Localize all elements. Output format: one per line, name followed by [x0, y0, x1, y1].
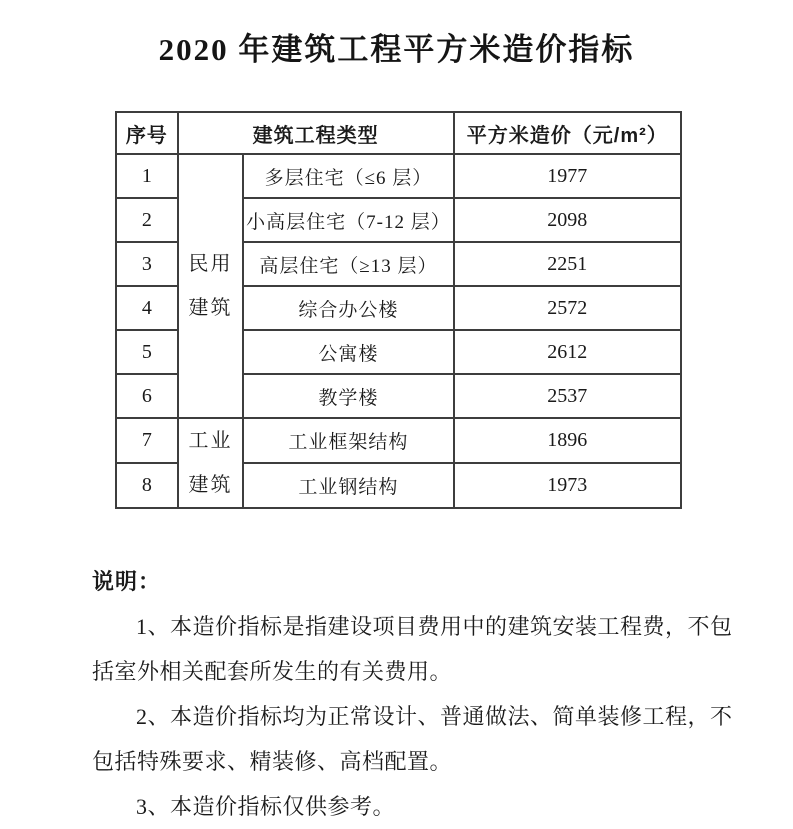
- row-value: 2572: [454, 286, 681, 330]
- notes-heading: 说明：: [92, 569, 162, 594]
- group-label-line: 建筑: [188, 297, 233, 319]
- group-cell-civil: [178, 154, 244, 418]
- note-line: 2、本造价指标均为正常设计、普通做法、简单装修工程，不: [136, 704, 733, 729]
- row-no: 4: [116, 286, 178, 330]
- row-value: 1896: [454, 418, 681, 463]
- row-value: 1973: [454, 463, 681, 508]
- table-row: [116, 418, 681, 463]
- row-type: 高层住宅（≥13 层）: [243, 242, 453, 286]
- row-value: 2098: [454, 198, 681, 242]
- table-header-row: [116, 112, 681, 154]
- note-line: 括室外相关配套所发生的有关费用。: [92, 659, 453, 684]
- table-row: [116, 154, 681, 198]
- row-value: 2537: [454, 374, 681, 418]
- row-value: 2251: [454, 242, 681, 286]
- row-type: 工业框架结构: [243, 418, 453, 463]
- row-type: 教学楼: [243, 374, 453, 418]
- note-line: 1、本造价指标是指建设项目费用中的建筑安装工程费，不包: [136, 614, 733, 639]
- row-type: 多层住宅（≤6 层）: [243, 154, 453, 198]
- row-no: 6: [116, 374, 178, 418]
- row-type: 综合办公楼: [243, 286, 453, 330]
- note-line: 3、本造价指标仅供参考。: [136, 794, 396, 819]
- note-item: [92, 604, 733, 694]
- row-no: 8: [116, 463, 178, 508]
- page-title: 2020 年建筑工程平方米造价指标: [158, 32, 635, 67]
- row-type: 小高层住宅（7-12 层）: [243, 198, 453, 242]
- row-value: 2612: [454, 330, 681, 374]
- header-col-type: 建筑工程类型: [178, 112, 454, 154]
- group-label-line: 工业: [188, 430, 233, 452]
- notes-section: [92, 559, 733, 829]
- row-no: 5: [116, 330, 178, 374]
- row-value: 1977: [454, 154, 681, 198]
- row-no: 2: [116, 198, 178, 242]
- header-col-price: 平方米造价（元/m²）: [454, 112, 681, 154]
- row-no: 3: [116, 242, 178, 286]
- note-line: 包括特殊要求、精装修、高档配置。: [92, 749, 453, 774]
- note-item: [92, 784, 733, 829]
- group-label-line: 民用: [188, 253, 233, 275]
- header-col-no: 序号: [116, 112, 178, 154]
- row-no: 1: [116, 154, 178, 198]
- group-cell-industrial: [178, 418, 244, 508]
- group-label-line: 建筑: [188, 474, 233, 496]
- cost-table: [115, 111, 682, 509]
- row-no: 7: [116, 418, 178, 463]
- row-type: 工业钢结构: [243, 463, 453, 508]
- note-item: [92, 694, 733, 784]
- row-type: 公寓楼: [243, 330, 453, 374]
